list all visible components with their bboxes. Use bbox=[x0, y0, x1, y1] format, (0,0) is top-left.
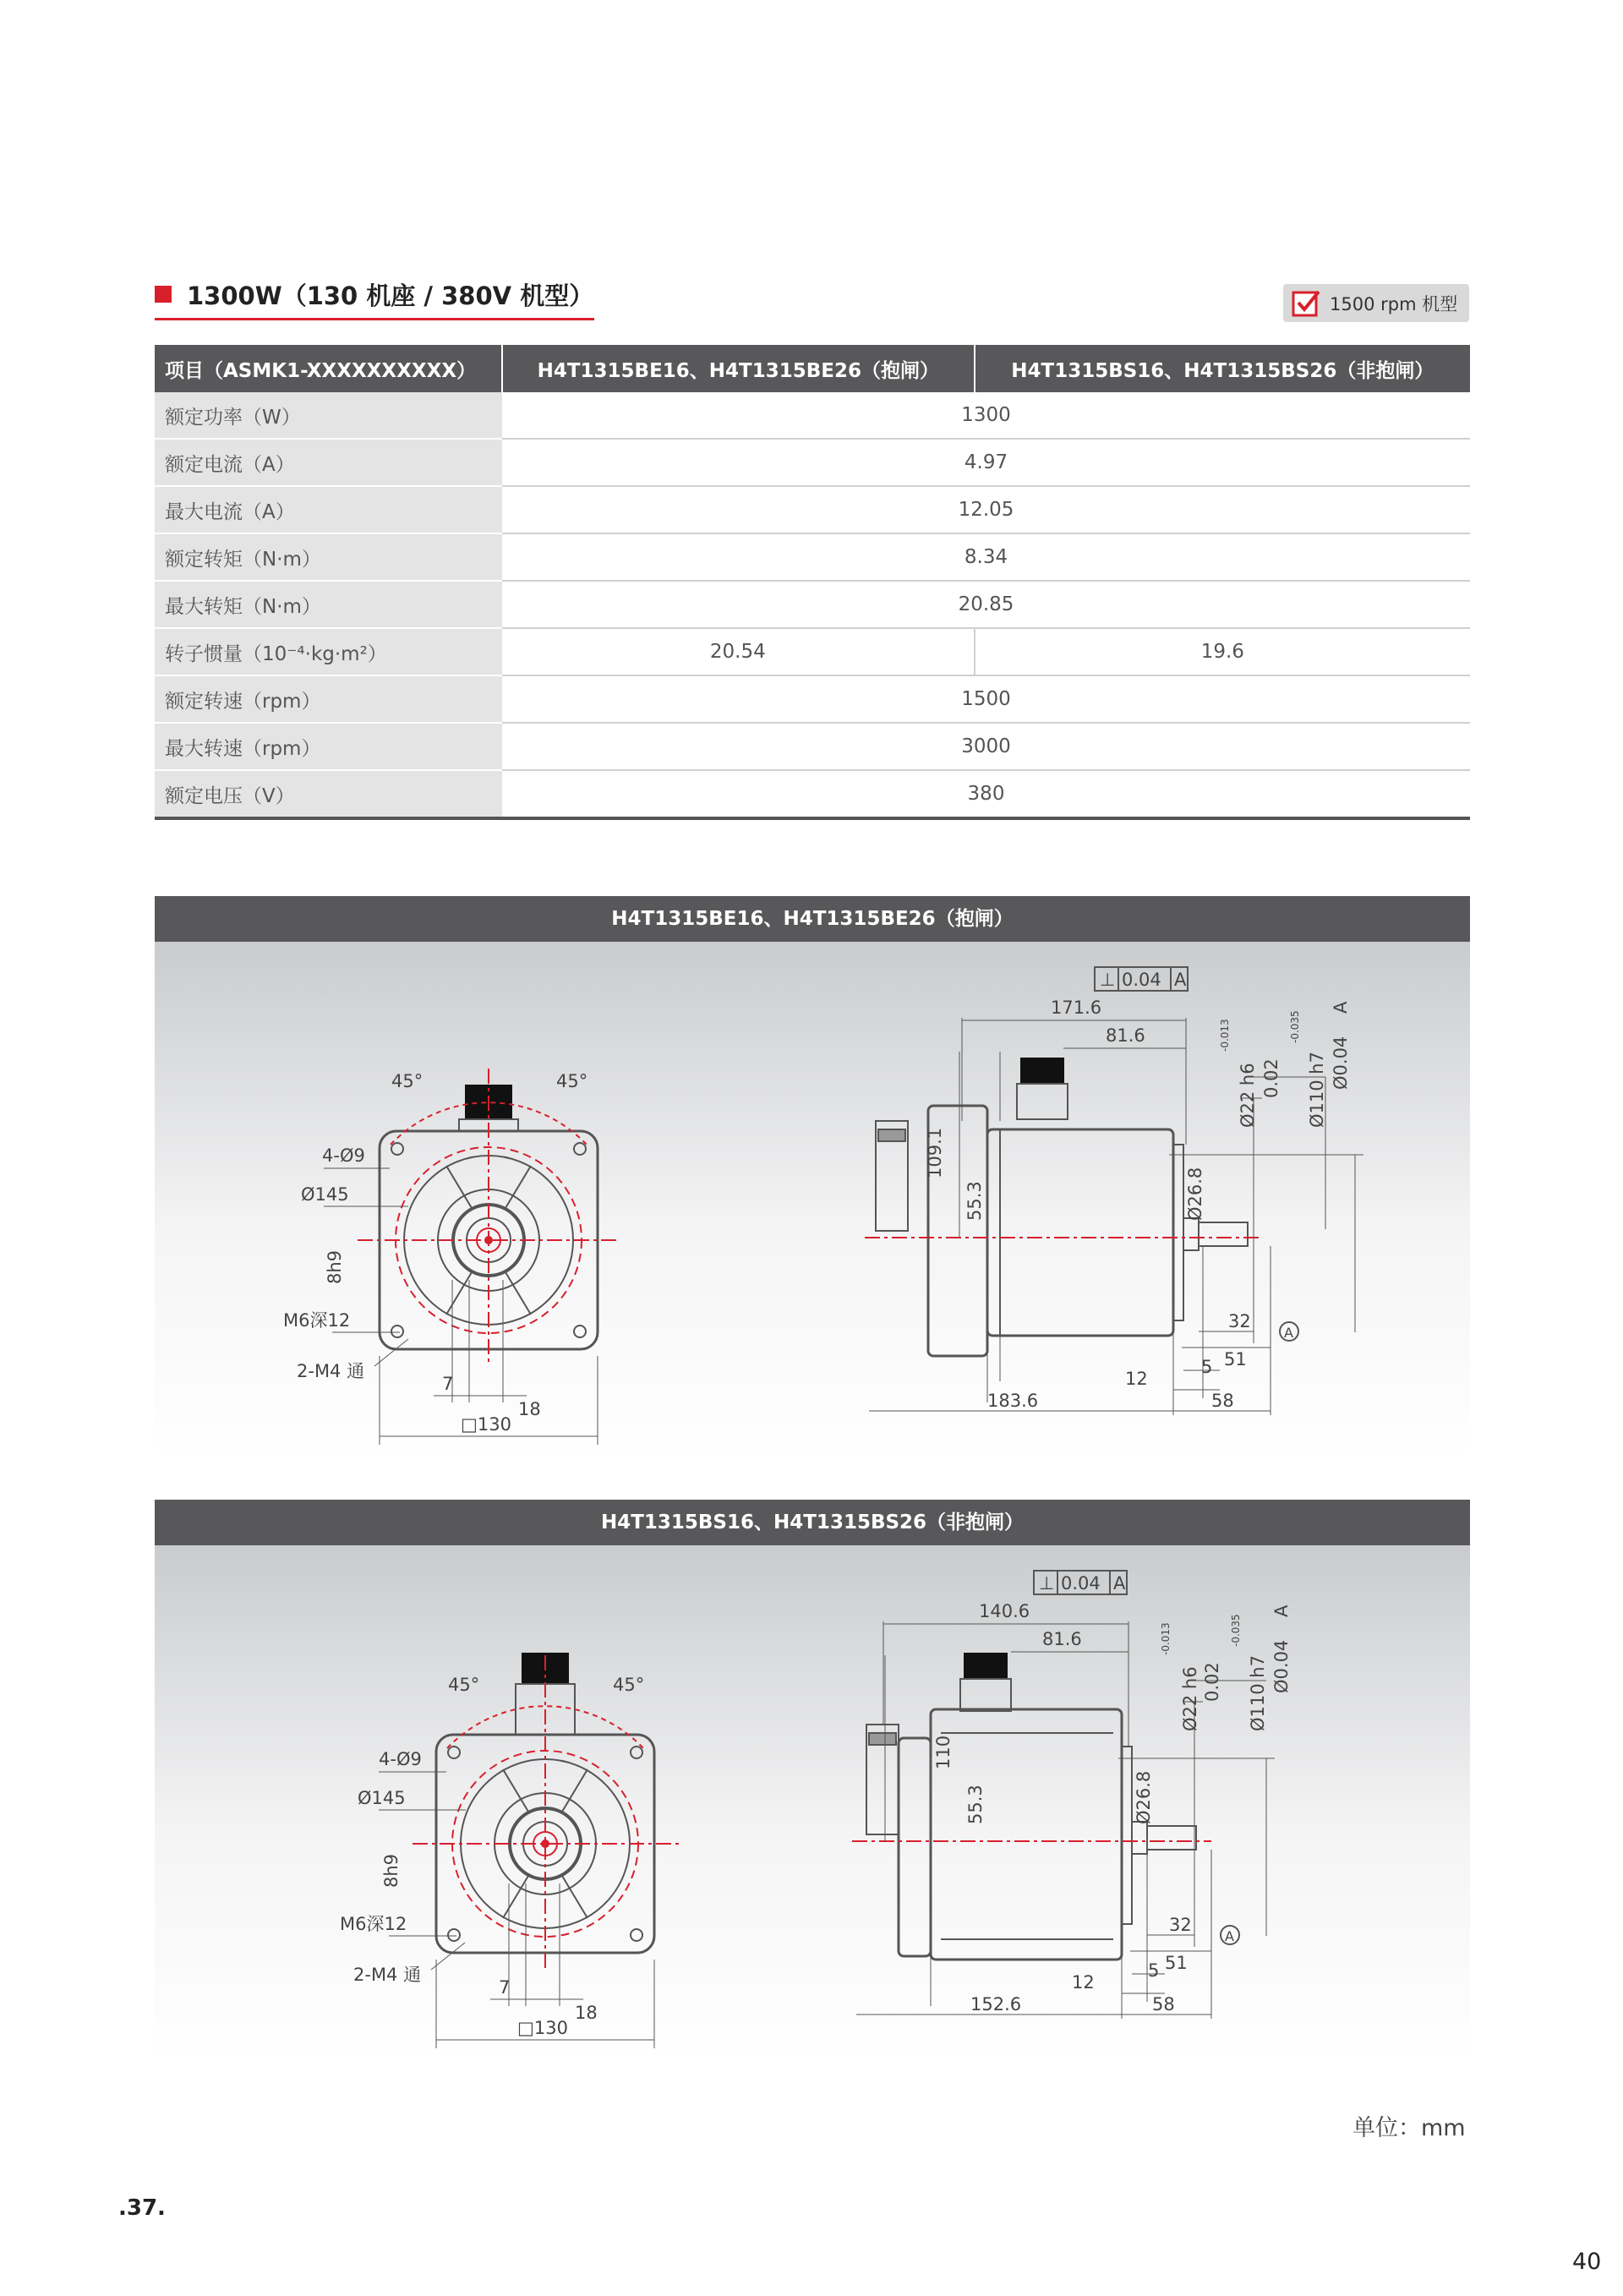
table-row bbox=[155, 439, 1470, 486]
param-value: 1500 bbox=[502, 675, 1470, 723]
table-row bbox=[155, 723, 1470, 770]
front-d18: 18 bbox=[575, 2003, 598, 2023]
table-row bbox=[155, 486, 1470, 533]
table-row bbox=[155, 392, 1470, 439]
front-square: □130 bbox=[517, 2018, 568, 2038]
side-perp-symbol: ⊥ bbox=[1039, 1573, 1055, 1594]
front-pcd: Ø145 bbox=[358, 1788, 406, 1808]
table-row bbox=[155, 770, 1470, 818]
side-total-length: 140.6 bbox=[979, 1601, 1030, 1621]
side-height: 109.1 bbox=[925, 1127, 945, 1178]
side-key-length: 32 bbox=[1228, 1311, 1251, 1331]
front-d7: 7 bbox=[442, 1374, 454, 1394]
param-label: 最大电流（A） bbox=[155, 486, 502, 533]
drawing-title-brake: H4T1315BE16、H4T1315BE26（抱闸） bbox=[155, 896, 1470, 942]
drawing-panel-brake bbox=[155, 942, 1470, 1457]
title-underline bbox=[155, 318, 594, 320]
front-m4: 2-M4 通 bbox=[353, 1965, 422, 1985]
param-value-brake: 20.54 bbox=[502, 628, 975, 675]
front-m4: 2-M4 通 bbox=[297, 1361, 365, 1381]
badge-label: 1500 rpm 机型 bbox=[1330, 293, 1458, 314]
checkbox-icon bbox=[1291, 288, 1321, 319]
side-perp-symbol: ⊥ bbox=[1100, 970, 1116, 990]
front-d18: 18 bbox=[518, 1399, 541, 1419]
drawing-title-nonbrake: H4T1315BS16、H4T1315BS26（非抱闸） bbox=[155, 1500, 1470, 1545]
side-conc-datum: A bbox=[1331, 1001, 1351, 1014]
side-d5: 5 bbox=[1148, 1960, 1160, 1981]
side-flange-length: 81.6 bbox=[1042, 1629, 1082, 1649]
side-view bbox=[865, 1018, 1363, 1415]
page-number-right: 40 bbox=[1572, 2249, 1602, 2275]
front-angle-right: 45° bbox=[613, 1675, 645, 1695]
front-key: 8h9 bbox=[381, 1853, 402, 1888]
table-row bbox=[155, 628, 1470, 675]
side-pilot-tolerance: -0.035 bbox=[1289, 1010, 1301, 1043]
side-perp-value: 0.04 bbox=[1122, 970, 1161, 990]
dimension-drawing-brake bbox=[155, 942, 1470, 1457]
side-total-length: 171.6 bbox=[1051, 998, 1102, 1018]
table-row bbox=[155, 675, 1470, 723]
side-datum-circle: A bbox=[1225, 1928, 1234, 1944]
side-boss-diameter: Ø26.8 bbox=[1185, 1167, 1205, 1221]
front-holes: 4-Ø9 bbox=[379, 1749, 422, 1769]
side-concentricity: Ø0.04 bbox=[1331, 1036, 1351, 1090]
side-shaft-tolerance: -0.013 bbox=[1160, 1622, 1172, 1655]
side-perp-datum: A bbox=[1113, 1573, 1126, 1594]
param-value: 4.97 bbox=[502, 439, 1470, 486]
header-brake: H4T1315BE16、H4T1315BE26（抱闸） bbox=[502, 345, 975, 392]
side-extension: 58 bbox=[1211, 1391, 1234, 1411]
front-holes: 4-Ø9 bbox=[322, 1145, 365, 1166]
side-pilot-diameter: Ø110 h7 bbox=[1248, 1655, 1268, 1731]
side-pilot-diameter: Ø110 h7 bbox=[1307, 1052, 1327, 1128]
front-angle-right: 45° bbox=[556, 1071, 588, 1091]
side-height: 110 bbox=[933, 1735, 954, 1769]
side-shaft-diameter: Ø22 h6 bbox=[1180, 1666, 1200, 1731]
side-runout: 0.02 bbox=[1202, 1662, 1222, 1702]
side-shaft-length: 51 bbox=[1224, 1349, 1247, 1369]
side-shaft-length: 51 bbox=[1165, 1953, 1188, 1973]
side-runout: 0.02 bbox=[1261, 1058, 1281, 1098]
title-text: 1300W（130 机座 / 380V 机型） bbox=[187, 282, 594, 310]
param-value: 12.05 bbox=[502, 486, 1470, 533]
side-extension: 58 bbox=[1152, 1994, 1175, 2014]
side-boss-diameter: Ø26.8 bbox=[1134, 1770, 1154, 1824]
speed-badge bbox=[1283, 284, 1469, 322]
side-pilot-tolerance: -0.035 bbox=[1230, 1614, 1242, 1647]
header-nonbrake: H4T1315BS16、H4T1315BS26（非抱闸） bbox=[975, 345, 1470, 392]
spec-table bbox=[155, 345, 1470, 820]
param-value: 3000 bbox=[502, 723, 1470, 770]
param-label: 额定功率（W） bbox=[155, 392, 502, 439]
title-marker bbox=[155, 286, 172, 303]
param-label: 额定电压（V） bbox=[155, 770, 502, 818]
front-pcd: Ø145 bbox=[301, 1184, 349, 1205]
param-value: 8.34 bbox=[502, 533, 1470, 581]
side-d5: 5 bbox=[1201, 1357, 1213, 1377]
param-value: 1300 bbox=[502, 392, 1470, 439]
side-flange-length: 81.6 bbox=[1106, 1025, 1145, 1046]
side-conc-datum: A bbox=[1271, 1604, 1292, 1617]
param-label: 转子惯量（10⁻⁴·kg·m²） bbox=[155, 628, 502, 675]
param-label: 额定转矩（N·m） bbox=[155, 533, 502, 581]
table-header-row bbox=[155, 345, 1470, 392]
front-angle-left: 45° bbox=[391, 1071, 424, 1091]
side-center-height: 55.3 bbox=[965, 1785, 986, 1824]
side-center-height: 55.3 bbox=[965, 1181, 985, 1221]
side-d12: 12 bbox=[1072, 1972, 1095, 1993]
param-value: 20.85 bbox=[502, 581, 1470, 628]
front-tap: M6深12 bbox=[340, 1914, 407, 1934]
side-shaft-diameter: Ø22 h6 bbox=[1238, 1063, 1258, 1128]
front-d7: 7 bbox=[499, 1977, 511, 1998]
header-item: 项目（ASMK1-XXXXXXXXXX） bbox=[155, 345, 502, 392]
table-row bbox=[155, 581, 1470, 628]
side-datum-circle: A bbox=[1284, 1325, 1293, 1341]
side-d12: 12 bbox=[1125, 1369, 1148, 1389]
table-row bbox=[155, 533, 1470, 581]
param-value: 380 bbox=[502, 770, 1470, 818]
side-concentricity: Ø0.04 bbox=[1271, 1639, 1292, 1693]
unit-note: 单位：mm bbox=[1352, 2115, 1466, 2141]
side-key-length: 32 bbox=[1169, 1915, 1192, 1935]
side-perp-value: 0.04 bbox=[1061, 1573, 1101, 1594]
front-angle-left: 45° bbox=[448, 1675, 480, 1695]
front-view bbox=[324, 1069, 620, 1445]
side-body-length: 152.6 bbox=[970, 1994, 1022, 2014]
side-shaft-tolerance: -0.013 bbox=[1219, 1019, 1231, 1052]
drawing-panel-nonbrake bbox=[155, 1545, 1470, 2061]
front-tap: M6深12 bbox=[283, 1310, 351, 1331]
param-label: 最大转速（rpm） bbox=[155, 723, 502, 770]
front-view bbox=[379, 1654, 679, 2048]
param-value-nonbrake: 19.6 bbox=[975, 628, 1470, 675]
side-body-length: 183.6 bbox=[987, 1391, 1039, 1411]
front-square: □130 bbox=[461, 1414, 511, 1435]
param-label: 额定电流（A） bbox=[155, 439, 502, 486]
dimension-drawing-nonbrake bbox=[155, 1545, 1470, 2061]
param-label: 最大转矩（N·m） bbox=[155, 581, 502, 628]
side-perp-datum: A bbox=[1174, 970, 1187, 990]
page-number-left: .37. bbox=[118, 2195, 166, 2221]
param-label: 额定转速（rpm） bbox=[155, 675, 502, 723]
front-key: 8h9 bbox=[325, 1249, 345, 1284]
